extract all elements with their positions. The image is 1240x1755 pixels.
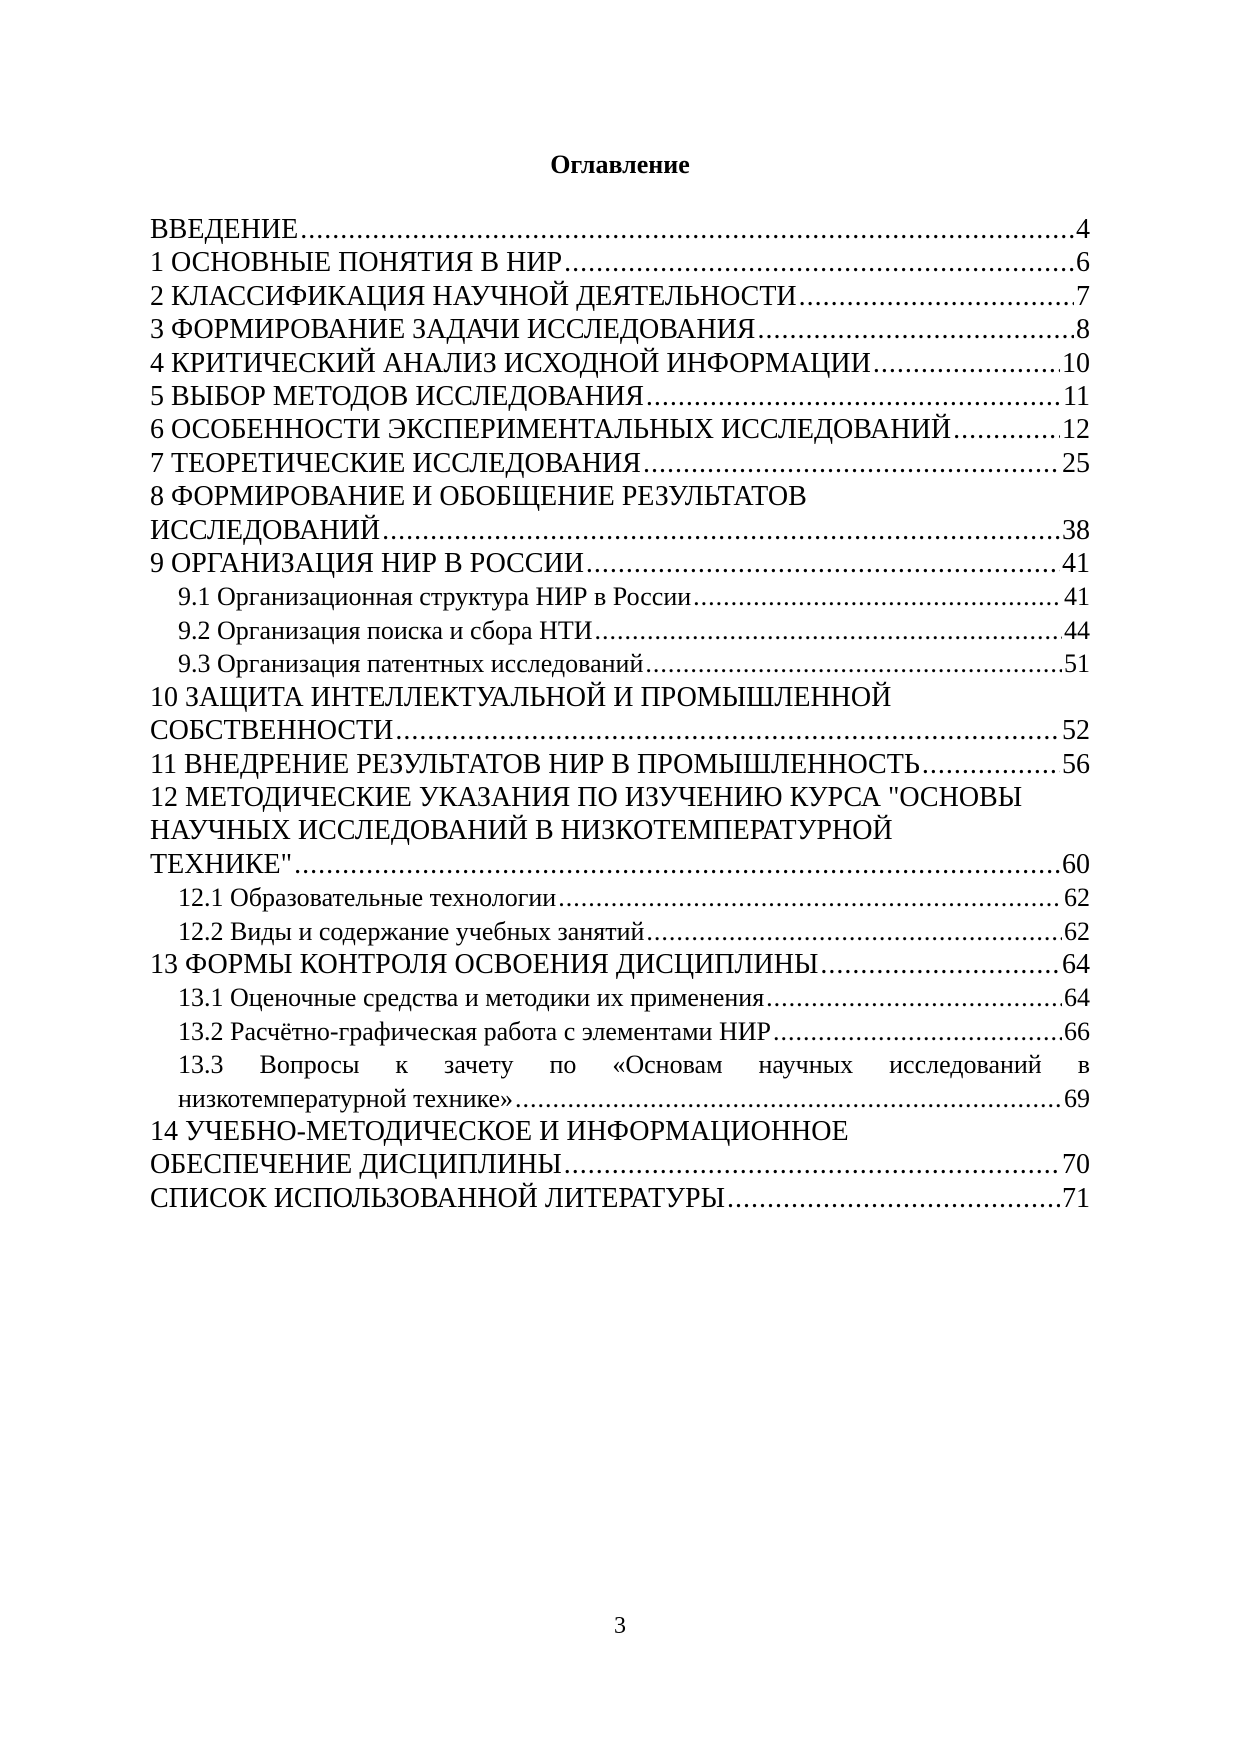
toc-entry-title: 9.3 Организация патентных исследований (178, 649, 644, 679)
toc-entry-title: низкотемпературной технике» (178, 1083, 514, 1113)
toc-entry-title: 3 ФОРМИРОВАНИЕ ЗАДАЧИ ИССЛЕДОВАНИЯ (150, 314, 756, 346)
toc-subentry[interactable] (150, 981, 1090, 1014)
toc-entry[interactable] (150, 313, 1090, 346)
toc-entry-page: 62 (1064, 883, 1090, 913)
leader-dots (693, 580, 1062, 613)
toc-entry-page: 8 (1076, 314, 1090, 346)
toc-entry-title-line1: 13.3 Вопросы к зачету по «Основам научных исследований в (178, 1050, 1090, 1080)
leader-dots (515, 1082, 1062, 1115)
toc-entry-title: 7 ТЕОРЕТИЧЕСКИЕ ИССЛЕДОВАНИЯ (150, 447, 641, 479)
leader-dots (395, 714, 1060, 747)
toc-entry-page: 44 (1064, 615, 1090, 645)
toc-entry[interactable] (150, 1182, 1090, 1215)
page-title: Оглавление (550, 150, 690, 179)
toc-entry-page: 12 (1062, 414, 1090, 446)
toc-entry[interactable] (150, 681, 1090, 748)
leader-dots (564, 246, 1074, 279)
toc-entry-page: 25 (1062, 447, 1090, 479)
toc-entry-title: 9 ОРГАНИЗАЦИЯ НИР В РОССИИ (150, 548, 584, 580)
table-of-contents (150, 213, 1090, 1215)
leader-dots (646, 380, 1061, 413)
toc-entry-page: 52 (1062, 715, 1090, 747)
toc-entry-title: 9.1 Организационная структура НИР в России (178, 582, 692, 612)
toc-entry-page: 71 (1062, 1182, 1090, 1214)
toc-entry-page: 11 (1063, 381, 1090, 413)
leader-dots (382, 514, 1060, 547)
toc-entry-page: 4 (1076, 214, 1090, 245)
toc-entry-title: 1 ОСНОВНЫЕ ПОНЯТИЯ В НИР (150, 247, 563, 279)
toc-entry[interactable] (150, 213, 1090, 246)
toc-entry-page: 69 (1064, 1083, 1090, 1113)
toc-entry[interactable] (150, 413, 1090, 446)
leader-dots (873, 347, 1060, 380)
toc-entry[interactable] (150, 280, 1090, 313)
toc-entry[interactable] (150, 781, 1090, 881)
leader-dots (564, 1148, 1060, 1181)
toc-entry-title: 2 КЛАССИФИКАЦИЯ НАУЧНОЙ ДЕЯТЕЛЬНОСТИ (150, 280, 797, 312)
toc-entry[interactable] (150, 948, 1090, 981)
leader-dots (766, 981, 1062, 1014)
toc-entry-title: ОБЕСПЕЧЕНИЕ ДИСЦИПЛИНЫ (150, 1149, 562, 1181)
toc-entry-title: ИССЛЕДОВАНИЙ (150, 514, 381, 546)
toc-subentry[interactable] (150, 881, 1090, 914)
toc-entry-title: СПИСОК ИСПОЛЬЗОВАННОЙ ЛИТЕРАТУРЫ (150, 1182, 725, 1214)
toc-entry-title: ТЕХНИКЕ" (150, 848, 293, 880)
leader-dots (757, 313, 1074, 346)
toc-entry[interactable] (150, 246, 1090, 279)
toc-entry-title: 4 КРИТИЧЕСКИЙ АНАЛИЗ ИСХОДНОЙ ИНФОРМАЦИИ (150, 347, 871, 379)
toc-entry[interactable] (150, 1115, 1090, 1182)
toc-entry-title: СОБСТВЕННОСТИ (150, 715, 394, 747)
leader-dots (558, 881, 1062, 914)
toc-subentry[interactable] (150, 580, 1090, 613)
toc-entry-title-line1: 14 УЧЕБНО-МЕТОДИЧЕСКОЕ И ИНФОРМАЦИОННОЕ (150, 1115, 849, 1147)
leader-dots (646, 915, 1062, 948)
leader-dots (773, 1015, 1062, 1048)
toc-entry-title-line1: 10 ЗАЩИТА ИНТЕЛЛЕКТУАЛЬНОЙ И ПРОМЫШЛЕННОЙ (150, 681, 892, 713)
toc-entry-title: 6 ОСОБЕННОСТИ ЭКСПЕРИМЕНТАЛЬНЫХ ИССЛЕДОВАНИЙ (150, 414, 952, 446)
toc-entry-page: 38 (1062, 514, 1090, 546)
toc-entry-page: 41 (1062, 548, 1090, 580)
toc-entry-page: 70 (1062, 1149, 1090, 1181)
leader-dots (643, 447, 1060, 480)
toc-subentry[interactable] (150, 1048, 1090, 1115)
toc-subentry[interactable] (150, 1015, 1090, 1048)
toc-entry-page: 10 (1062, 347, 1090, 379)
toc-entry[interactable] (150, 480, 1090, 547)
toc-entry[interactable] (150, 347, 1090, 380)
toc-entry[interactable] (150, 547, 1090, 580)
toc-entry-page: 66 (1064, 1016, 1090, 1046)
toc-entry-page: 51 (1064, 649, 1090, 679)
toc-entry-page: 7 (1076, 280, 1090, 312)
toc-entry-title-line1: 12 МЕТОДИЧЕСКИЕ УКАЗАНИЯ ПО ИЗУЧЕНИЮ КУРСА "ОСНОВЫ (150, 781, 1023, 813)
leader-dots (727, 1182, 1060, 1215)
leader-dots (953, 413, 1060, 446)
toc-entry[interactable] (150, 380, 1090, 413)
toc-entry-title: 13.1 Оценочные средства и методики их применения (178, 983, 765, 1013)
leader-dots (294, 848, 1060, 881)
toc-subentry[interactable] (150, 647, 1090, 680)
leader-dots (645, 647, 1062, 680)
leader-dots (586, 547, 1060, 580)
page-number: 3 (614, 1613, 626, 1639)
leader-dots (799, 280, 1074, 313)
leader-dots (595, 614, 1062, 647)
toc-entry-title: 13.2 Расчётно-графическая работа с элементами НИР (178, 1016, 771, 1046)
toc-entry-page: 62 (1064, 916, 1090, 946)
leader-dots (820, 948, 1060, 981)
toc-subentry[interactable] (150, 915, 1090, 948)
toc-entry-page: 56 (1062, 748, 1090, 780)
toc-entry[interactable] (150, 447, 1090, 480)
toc-entry-title: 13 ФОРМЫ КОНТРОЛЯ ОСВОЕНИЯ ДИСЦИПЛИНЫ (150, 948, 819, 980)
toc-entry-title-line1: 8 ФОРМИРОВАНИЕ И ОБОБЩЕНИЕ РЕЗУЛЬТАТОВ (150, 481, 807, 513)
leader-dots (922, 748, 1060, 781)
toc-entry[interactable] (150, 748, 1090, 781)
toc-entry-title: 11 ВНЕДРЕНИЕ РЕЗУЛЬТАТОВ НИР В ПРОМЫШЛЕННОСТЬ (150, 748, 920, 780)
toc-entry-title-line2: НАУЧНЫХ ИССЛЕДОВАНИЙ В НИЗКОТЕМПЕРАТУРНОЙ (150, 815, 893, 847)
toc-entry-title: 12.2 Виды и содержание учебных занятий (178, 916, 645, 946)
toc-entry-page: 41 (1064, 582, 1090, 612)
toc-entry-title: 12.1 Образовательные технологии (178, 883, 557, 913)
toc-entry-title: 9.2 Организация поиска и сбора НТИ (178, 615, 593, 645)
leader-dots (300, 213, 1074, 246)
toc-entry-title: 5 ВЫБОР МЕТОДОВ ИССЛЕДОВАНИЯ (150, 381, 644, 413)
toc-subentry[interactable] (150, 614, 1090, 647)
toc-entry-page: 64 (1062, 948, 1090, 980)
toc-entry-page: 6 (1076, 247, 1090, 279)
toc-entry-page: 60 (1062, 848, 1090, 880)
toc-entry-title: ВВЕДЕНИЕ (150, 214, 299, 245)
toc-entry-page: 64 (1064, 983, 1090, 1013)
